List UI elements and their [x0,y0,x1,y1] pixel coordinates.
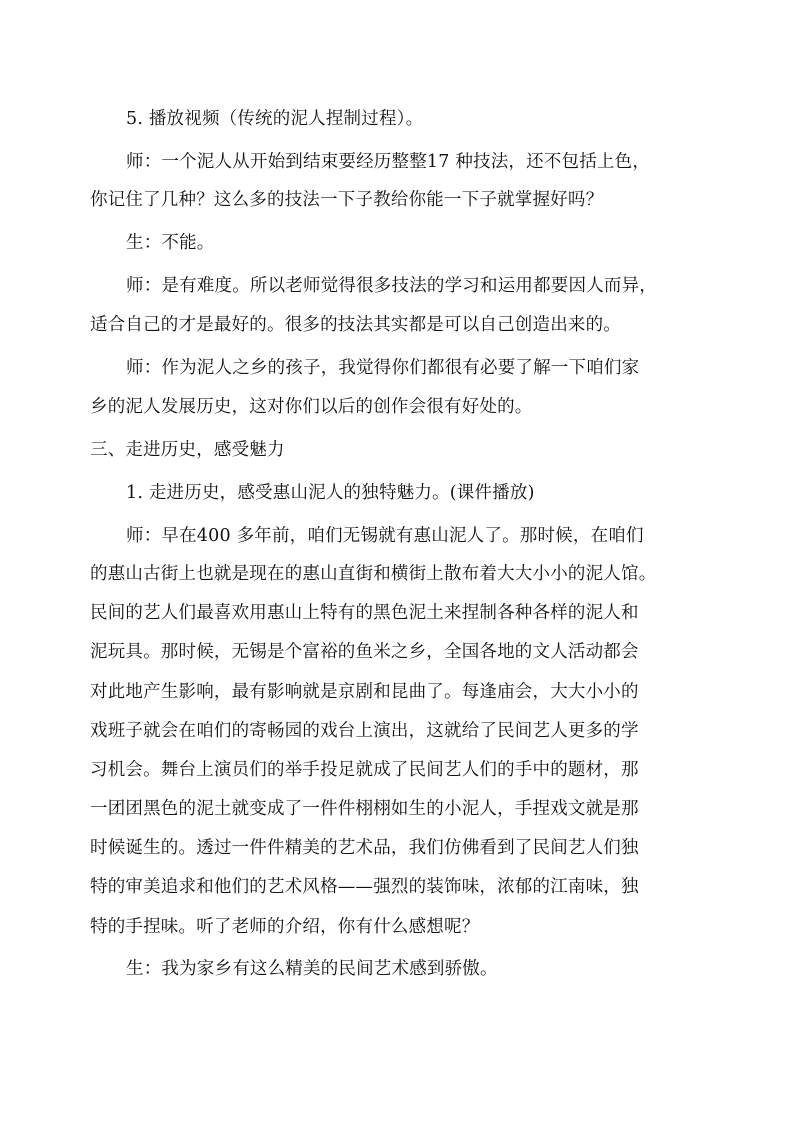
paragraph-line: 的惠山古街上也就是现在的惠山直街和横街上散布着大大小小的泥人馆。 [90,564,657,584]
paragraph-line: 师：是有难度。所以老师觉得很多技法的学习和运用都要因人而异， [126,276,657,296]
paragraph-line: 特的审美追求和他们的艺术风格——强烈的装饰味，浓郁的江南味，独 [90,877,639,897]
step-5-heading: 5. 播放视频（传统的泥人捏制过程）。 [126,109,424,129]
paragraph-line: 适合自己的才是最好的。很多的技法其实都是可以自己创造出来的。 [90,315,621,335]
paragraph-line: 戏班子就会在咱们的寄畅园的戏台上演出，这就给了民间艺人更多的学 [90,721,639,741]
paragraph-line: 生：不能。 [126,233,215,253]
paragraph-line: 特的手捏味。听了老师的介绍，你有什么感想呢？ [90,917,480,937]
paragraph-line: 泥玩具。那时候，无锡是个富裕的鱼米之乡，全国各地的文人活动都会 [90,642,639,662]
paragraph-line: 时候诞生的。透过一件件精美的艺术品，我们仿佛看到了民间艺人们独 [90,838,639,858]
paragraph-line: 师：一个泥人从开始到结束要经历整整17 种技法，还不包括上色， [126,152,651,172]
paragraph-line: 师：早在400 多年前，咱们无锡就有惠山泥人了。那时候，在咱们 [126,526,644,546]
paragraph-line: 一团团黑色的泥土就变成了一件件栩栩如生的小泥人，手捏戏文就是那 [90,799,639,819]
section-heading: 三、走进历史，感受魅力 [90,440,285,460]
paragraph-line: 乡的泥人发展历史，这对你们以后的创作会很有好处的。 [90,397,533,417]
paragraph-line: 民间的艺人们最喜欢用惠山上特有的黑色泥土来捏制各种各样的泥人和 [90,603,639,623]
step-1-heading: 1. 走进历史，感受惠山泥人的独特魅力。(课件播放) [126,483,535,503]
paragraph-line: 生：我为家乡有这么精美的民间艺术感到骄傲。 [126,959,498,979]
paragraph-line: 对此地产生影响，最有影响就是京剧和昆曲了。每逢庙会，大大小小的 [90,682,639,702]
paragraph-line: 你记住了几种？这么多的技法一下子教给你能一下子就掌握好吗？ [90,190,604,210]
paragraph-line: 习机会。舞台上演员们的举手投足就成了民间艺人们的手中的题材，那 [90,760,639,780]
paragraph-line: 师：作为泥人之乡的孩子，我觉得你们都很有必要了解一下咱们家 [126,358,640,378]
